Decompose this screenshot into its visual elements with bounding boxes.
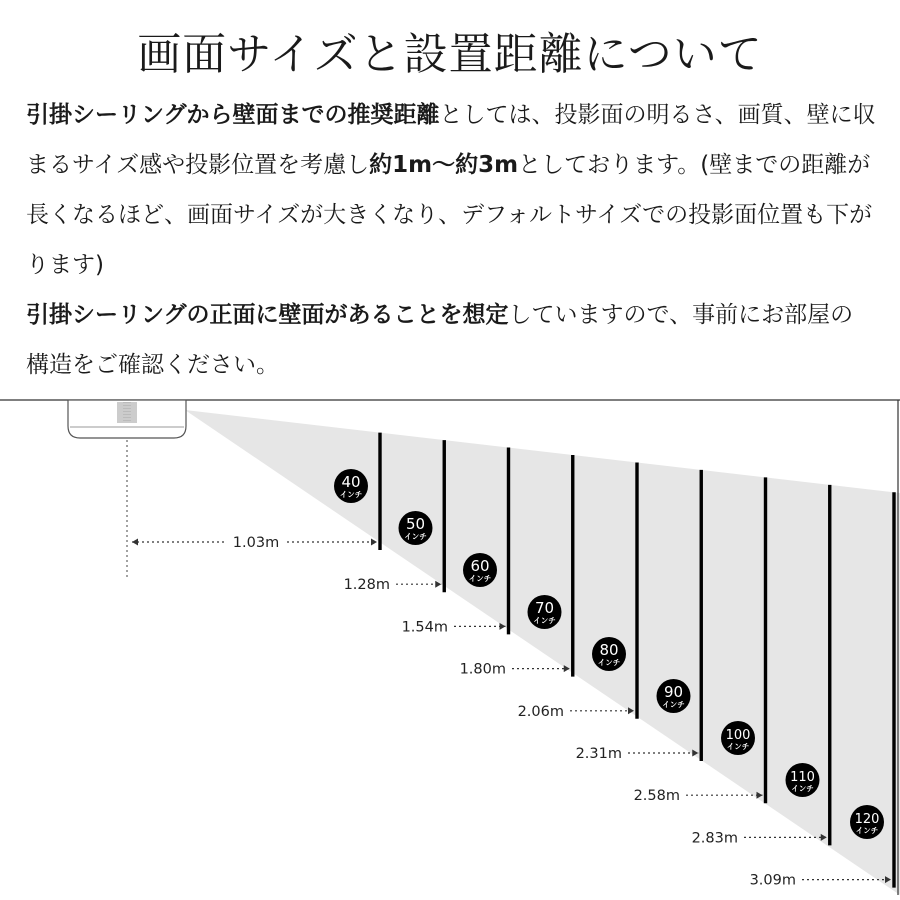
description-paragraph-2 — [26, 290, 876, 390]
arrow-tail-40 — [132, 539, 138, 546]
projector-icon — [68, 400, 186, 438]
size-unit-80: インチ — [597, 658, 621, 667]
recommended-distance-emphasis: 引掛シーリングから壁面までの推奨距離 — [26, 102, 440, 128]
description — [26, 90, 876, 390]
distance-label-80: 2.06m — [517, 703, 564, 720]
distance-label-60: 1.54m — [401, 619, 448, 636]
size-unit-60: インチ — [468, 574, 492, 583]
size-number-60: 60 — [470, 557, 490, 575]
distance-label-100: 2.58m — [633, 788, 680, 805]
size-number-70: 70 — [534, 599, 555, 617]
distance-label-70: 1.80m — [459, 661, 506, 678]
description-text: としております。(壁までの距離が長くなるほど、画面サイズが大きくなり、デフォルトサイズでの投影面位置も下がります) — [26, 152, 873, 278]
size-unit-70: インチ — [533, 616, 556, 625]
distance-label-110: 2.83m — [691, 830, 738, 847]
size-unit-90: インチ — [662, 700, 685, 709]
size-number-100: 100 — [725, 728, 751, 743]
description-text: していますので、事前にお部屋の構造をご確認ください。 — [26, 302, 854, 378]
distance-label-90: 2.31m — [575, 746, 622, 762]
wall-assumption-emphasis: 引掛シーリングの正面に壁面があることを想定 — [26, 302, 509, 328]
projection-distance-diagram — [0, 390, 900, 900]
size-unit-100: インチ — [726, 742, 750, 751]
size-unit-110: インチ — [791, 784, 814, 793]
size-unit-120: インチ — [855, 826, 879, 835]
distance-range-emphasis: 約1m〜約3m — [369, 152, 519, 178]
projection-beam — [185, 410, 900, 895]
page-title: 画面サイズと設置距離について — [137, 29, 763, 80]
size-number-90: 90 — [663, 683, 684, 701]
size-number-110: 110 — [790, 770, 815, 785]
distance-label-120: 3.09m — [749, 872, 796, 889]
size-number-50: 50 — [405, 515, 426, 533]
size-number-120: 120 — [854, 812, 880, 827]
size-number-40: 40 — [341, 473, 361, 491]
description-text: としては、投影面の明るさ、画質、壁に収まるサイズ感や投影位置を考慮し — [26, 102, 876, 178]
distance-label-50: 1.28m — [343, 577, 390, 594]
size-number-80: 80 — [599, 641, 619, 659]
description-paragraph-1 — [26, 90, 876, 290]
distance-label-40: 1.03m — [232, 535, 280, 551]
size-unit-40: インチ — [339, 490, 363, 499]
size-unit-50: インチ — [404, 532, 427, 541]
